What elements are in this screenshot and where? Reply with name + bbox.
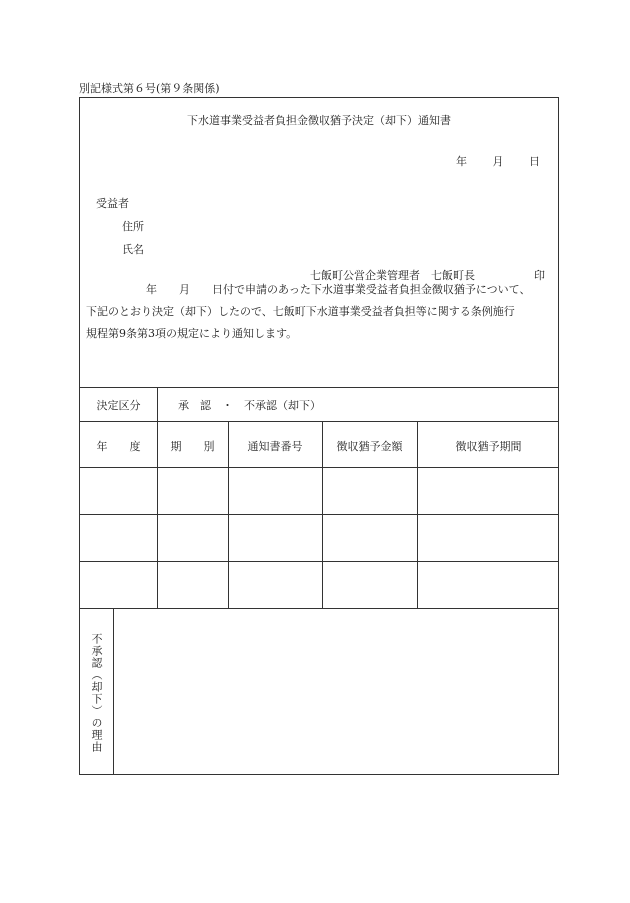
recipient-name-label: 氏名 [122,243,144,256]
header-deferment-period: 徴収猶予期間 [455,440,522,453]
notice-body [86,279,552,345]
issuer-text: 七飯町公営企業管理者 七飯町長 [310,269,475,282]
vrule-reason [113,608,114,775]
form-caption: 別記様式第６号(第９条関係) [79,82,220,95]
rule-decision-top [80,387,558,388]
vrule-decision [157,387,158,421]
header-period: 期 別 [170,440,215,453]
body-line-2: 下記のとおり決定（却下）したので、七飯町下水道事業受益者負担等に関する条例施行 [86,305,515,318]
rule-header-top [80,421,558,422]
reason-label: 不承認（却下）の理由 [90,633,103,753]
header-notice-number: 通知書番号 [247,440,303,453]
document-title: 下水道事業受益者負担金徴収猶予決定（却下）通知書 [187,114,451,127]
rule-row1-top [80,467,558,468]
rule-row2-top [80,514,558,515]
header-fiscal-year: 年 度 [96,440,141,453]
date-month: 月 [492,155,504,168]
notice-frame [79,97,559,775]
recipient-label: 受益者 [96,197,129,210]
decision-options: 承 認 ・ 不承認（却下） [178,399,321,412]
seal-mark: 印 [534,269,545,282]
body-line-3: 規程第9条第3項の規定により通知します。 [86,327,298,340]
date-line [434,153,540,169]
rule-row3-top [80,561,558,562]
date-day: 日 [529,155,540,168]
header-deferred-amount: 徴収猶予金額 [336,440,403,453]
body-line-1: 年 月 日付で申請のあった下水道事業受益者負担金徴収猶予について、 [146,283,531,296]
rule-reason-top [80,608,558,609]
date-year: 年 [456,155,467,168]
decision-label: 決定区分 [96,399,141,412]
recipient-address-label: 住所 [122,220,144,233]
